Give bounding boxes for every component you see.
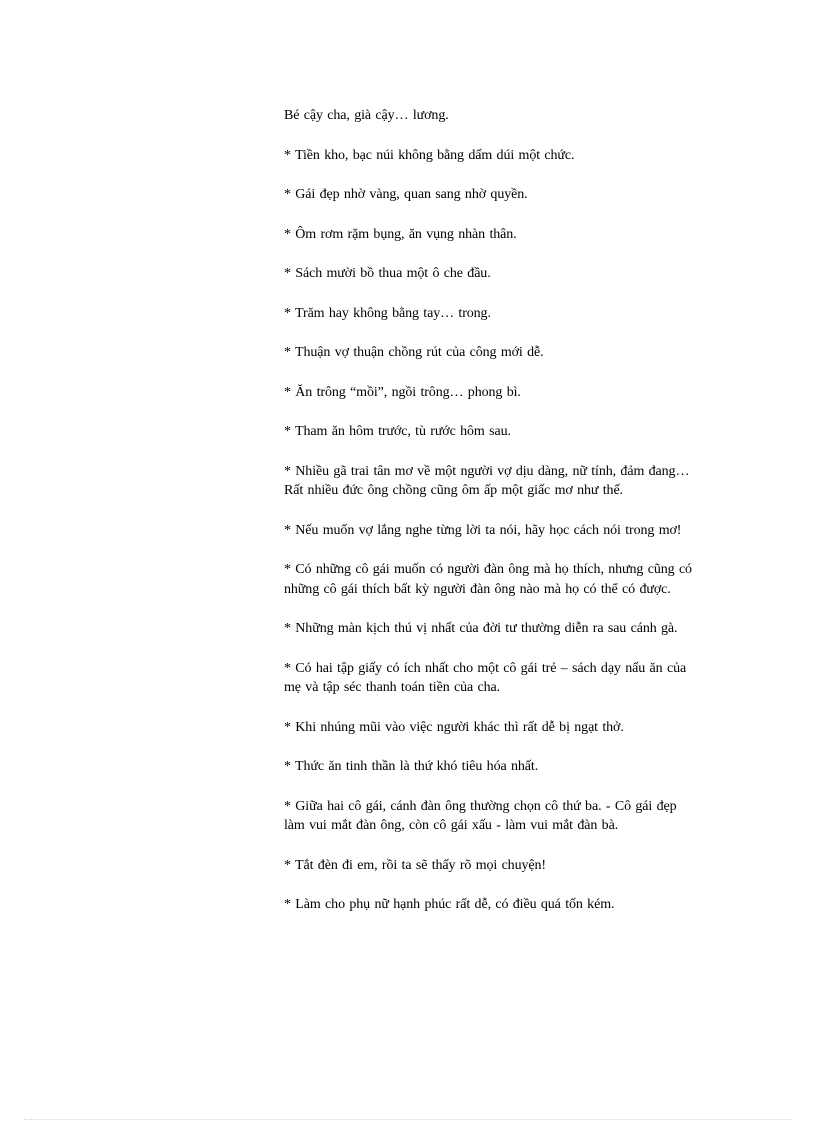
paragraph: Bé cậy cha, già cậy… lương. (284, 108, 449, 123)
paragraph: * Khi nhúng mũi vào việc người khác thì rất dễ bị ngạt thở. (284, 719, 624, 735)
document-body (284, 106, 696, 935)
paragraph: * Trăm hay không bằng tay… trong. (284, 305, 491, 321)
paragraph: * Thuận vợ thuận chồng rút của công mới dễ. (284, 345, 544, 360)
paragraph: * Thức ăn tinh thần là thứ khó tiêu hóa nhất. (284, 759, 539, 774)
paragraph: * Tham ăn hôm trước, tù rước hôm sau. (284, 424, 511, 439)
paragraph: * Nhiều gã trai tân mơ về một người vợ dịu dàng, nữ tính, đảm đang… Rất nhiều đức ông chồng cũng ôm ấp một giấc mơ như thế. (284, 463, 690, 498)
paragraph: * Tiền kho, bạc núi không bằng dấm dúi một chức. (284, 147, 575, 163)
page-bottom-divider (24, 1119, 792, 1120)
paragraph: * Những màn kịch thú vị nhất của đời tư thường diễn ra sau cánh gà. (284, 621, 678, 636)
paragraph: * Ăn trông “mồi”, ngồi trông… phong bì. (284, 384, 521, 400)
paragraph: * Tắt đèn đi em, rồi ta sẽ thấy rõ mọi chuyện! (284, 857, 546, 873)
paragraph: * Sách mười bồ thua một ô che đầu. (284, 266, 491, 281)
paragraph: * Giữa hai cô gái, cánh đàn ông thường chọn cô thứ ba. - Cô gái đẹp làm vui mắt đàn ông, còn cô gái xấu - làm vui mắt đàn bà. (284, 798, 677, 833)
paragraph: * Có hai tập giấy có ích nhất cho một cô gái trẻ – sách dạy nấu ăn của mẹ và tập séc thanh toán tiền của cha. (284, 660, 687, 695)
paragraph: * Có những cô gái muốn có người đàn ông mà họ thích, nhưng cũng có những cô gái thích bất kỳ người đàn ông nào mà họ có thể có được. (284, 562, 692, 597)
paragraph: * Gái đẹp nhờ vàng, quan sang nhờ quyền. (284, 187, 528, 202)
paragraph: * Nếu muốn vợ lắng nghe từng lời ta nói, hãy học cách nói trong mơ! (284, 522, 682, 538)
paragraph: * Làm cho phụ nữ hạnh phúc rất dễ, có điều quá tốn kém. (284, 897, 615, 912)
paragraph: * Ôm rơm rặm bụng, ăn vụng nhàn thân. (284, 226, 517, 242)
